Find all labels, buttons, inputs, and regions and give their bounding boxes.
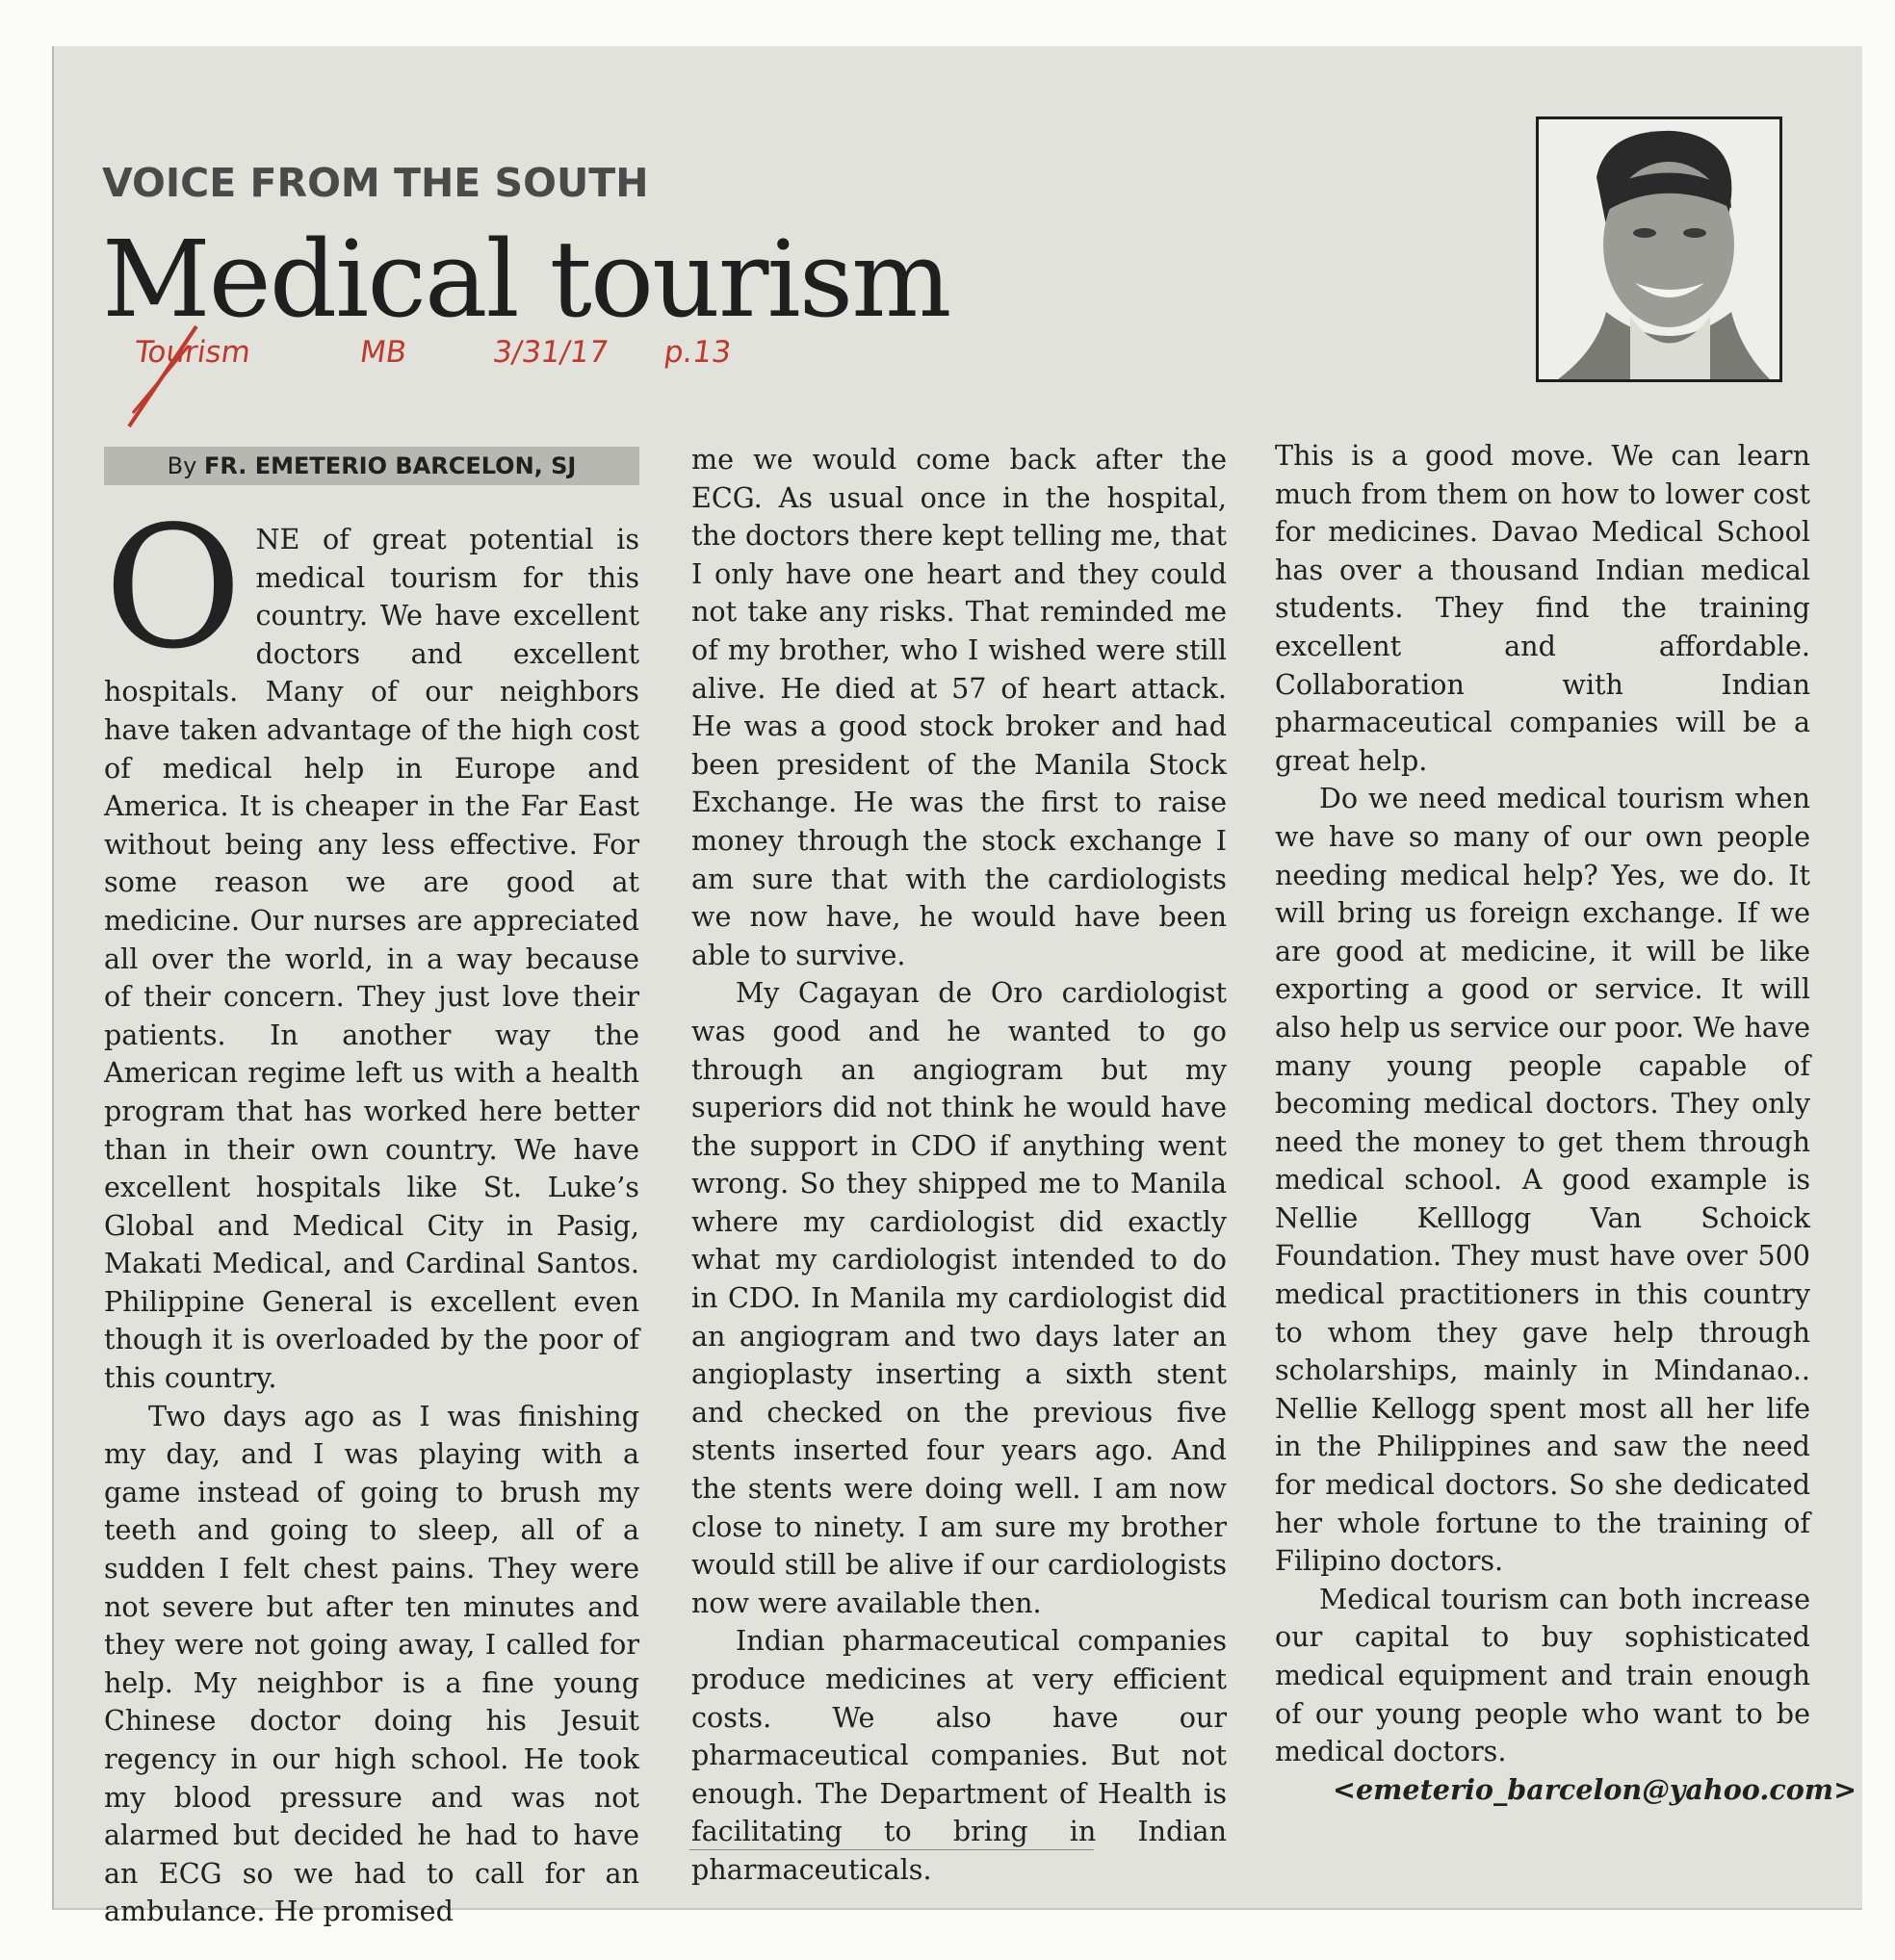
article-column-3	[1275, 437, 1857, 1809]
handwritten-page: p.13	[662, 335, 734, 370]
author-photo	[1536, 116, 1782, 382]
drop-cap: O	[104, 491, 243, 686]
byline-prefix: By	[167, 452, 197, 479]
paragraph: Two days ago as I was finishing my day, and I was playing with a game instead of going to brush my teeth and going to sleep, all of a sudden I felt chest pains. They were not severe but after ten minutes and they were not going away, I called for help. My neighbor is a fine young Chinese doctor doing his Jesuit regency in our high school. He took my blood pressure and was not alarmed but decided he had to have an ECG so we had to call for an ambulance. He promised	[104, 1399, 639, 1928]
byline-author: FR. EMETERIO BARCELON, SJ	[203, 452, 577, 479]
paragraph: me we would come back after the ECG. As usual once in the hospital, the doctors there kept telling me, that I only have one heart and they could not take any risks. That reminded me of my brother, who I wished were still alive. He died at 57 of heart attack. He was a good stock broker and had been president of the Manila Stock Exchange. He was the first to raise money through the stock exchange I am sure that with the cardiologists we now have, he would have been able to survive.	[691, 443, 1227, 971]
headline: Medical tourism	[102, 218, 950, 341]
article-column-2	[691, 441, 1227, 1890]
article-column-1	[104, 491, 639, 1931]
paragraph: Medical tourism can both increase our capital to buy sophisticated medical equipment and train enough of our young people who want to be medical doctors.	[1275, 1582, 1810, 1768]
bleed-through-text	[112, 65, 120, 104]
handwritten-topic: Tourism	[132, 335, 253, 370]
section-kicker: VOICE FROM THE SOUTH	[102, 160, 649, 206]
paragraph-text: NE of great potential is medical tourism for this country. We have excellent doctors and excellent hospitals. Many of our neighbors have taken advantage of the high cost of medical help in Europe and America. It is cheaper in the Far East without being any less effective. For some reason we are good at medicine. Our nurses are appreciated all over the world, in a way because of their concern. They just love their patients. In another way the American regime left us with a health program that has worked here better than in their own country. We have excellent hospitals like St. Luke’s Global and Medical City in Pasig, Makati Medical, and Cardinal Santos. Philippine General is excellent even though it is overloaded by the poor of this country.	[104, 523, 639, 1395]
paragraph: Do we need medical tourism when we have so many of our own people needing medical help? Yes, we do. It will bring us foreign exchange. If we are good at medicine, it will be like exporting a good or service. It will also help us service our poor. We have many young people capable of becoming medical doctors. They only need the money to get them through medical school. A good example is Nellie Kelllogg Van Schoick Foundation. They must have over 500 medical practitioners in this country to whom they gave help through scholarships, mainly in Mindanao.. Nellie Kellogg spent most all her life in the Philippines and saw the need for medical doctors. So she dedicated her whole fortune to the training of Filipino doctors.	[1275, 782, 1810, 1578]
paragraph	[104, 491, 639, 1398]
handwritten-paper: MB	[357, 335, 409, 370]
byline	[104, 447, 639, 485]
newspaper-clipping	[52, 46, 1862, 1928]
author-portrait-icon	[1539, 119, 1779, 379]
author-email: <emeterio_barcelon@yahoo.com>	[1333, 1772, 1857, 1806]
paragraph: This is a good move. We can learn much from them on how to lower cost for medicines. Davao Medical School has over a thousand Indian medical students. They find the training excellent and affordable. Collaboration with Indian pharmaceutical companies will be a great help.	[1275, 439, 1810, 777]
handwritten-date: 3/31/17	[490, 335, 611, 370]
paragraph: My Cagayan de Oro cardiologist was good and he wanted to go through an angiogram but my superiors did not think he would have the support in CDO if anything went wrong. So they shipped me to Manila where my cardiologist did exactly what my cardiologist intended to do in CDO. In Manila my cardiologist did an angiogram and two days later an angioplasty inserting a sixth stent and checked on the previous five stents inserted four years ago. And the stents were doing well. I am now close to ninety. I am sure my brother would still be alive if our cardiologists now were available then.	[691, 976, 1227, 1619]
paragraph: Indian pharmaceutical companies produce medicines at very efficient costs. We also have our pharmaceutical companies. But not enough. The Department of Health is facilitating to bring in Indian pharmaceuticals.	[691, 1624, 1227, 1886]
bottom-rule	[689, 1849, 1094, 1850]
